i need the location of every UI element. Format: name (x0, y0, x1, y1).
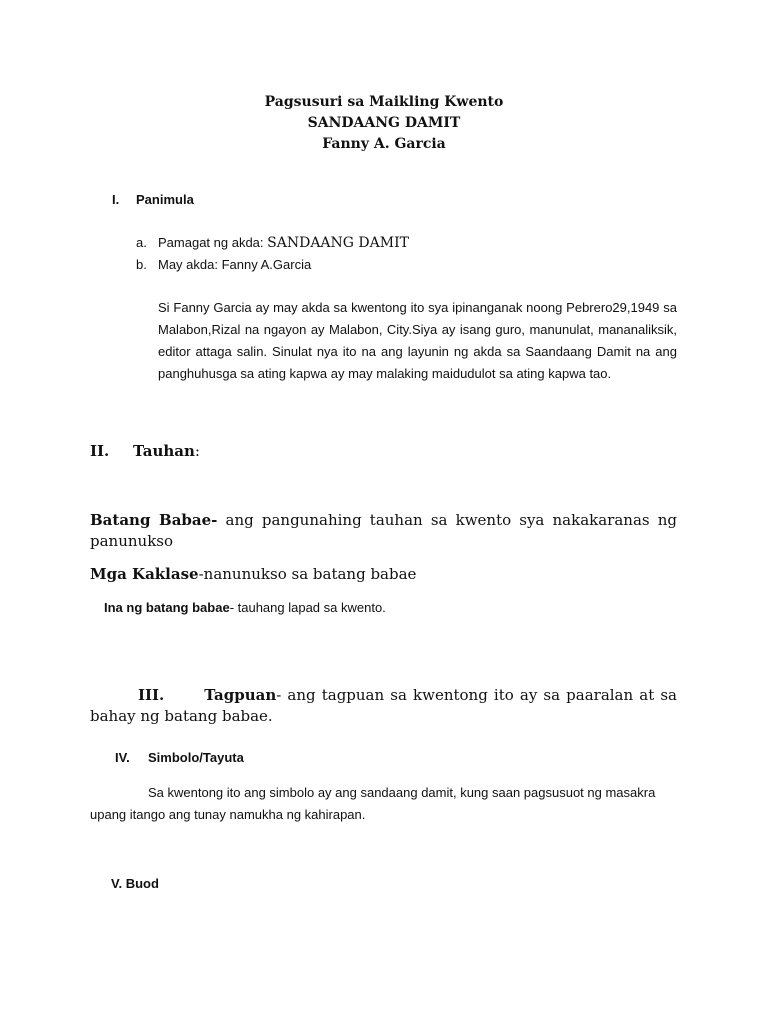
section3-text: - ang tagpuan sa kwentong ito ay sa paaralan at sa bahay ng batang babae. (90, 686, 677, 725)
character-batang-babae (90, 510, 677, 552)
section3-numeral: III. (138, 686, 165, 704)
list-item-title (158, 234, 409, 252)
character-name: Batang Babae- (90, 511, 218, 529)
section2-colon: : (194, 442, 200, 460)
section1-heading: Panimula (136, 192, 194, 207)
section2-numeral: II. (90, 442, 110, 460)
character-ina (104, 600, 386, 615)
list-item-author: May akda: Fanny A.Garcia (158, 257, 312, 272)
section4-heading: Simbolo/Tayuta (148, 750, 244, 765)
character-name: Mga Kaklase (90, 565, 199, 583)
section2-heading-wrap (133, 442, 200, 460)
doc-title-line2: SANDAANG DAMIT (307, 115, 461, 131)
section1-numeral: I. (112, 192, 120, 207)
section4-numeral: IV. (115, 750, 130, 765)
character-kaklase (90, 565, 416, 583)
character-name: Ina ng batang babae (104, 600, 230, 615)
intro-paragraph: Si Fanny Garcia ay may akda sa kwentong ito sya ipinanganak noong Pebrero29,1949 sa Malabon,Rizal na ngayon ay Malabon, City.Siya ay isang guro, manunulat, mananaliksik, editor attaga salin. Sinulat nya ito na ang layunin ng akda sa Saandaang Damit na ang panghuhusga sa ating kapwa ay may malaking maidudulot sa ating kapwa tao. (158, 300, 677, 381)
section5-heading: V. Buod (111, 876, 159, 891)
list-item-title-value: SANDAANG DAMIT (267, 235, 409, 251)
character-desc: -nanunukso sa batang babae (198, 565, 417, 583)
section4-paragraph: Sa kwentong ito ang simbolo ay ang sandaang damit, kung saan pagsusuot ng masakra upang itango ang tunay namukha ng kahirapan. (90, 785, 656, 822)
section2-heading: Tauhan (133, 442, 195, 460)
doc-title-line3: Fanny A. Garcia (322, 136, 446, 152)
section3-heading: Tagpuan (204, 686, 277, 704)
list-item-title-label: Pamagat ng akda: (158, 235, 268, 250)
doc-title-line1: Pagsusuri sa Maikling Kwento (264, 94, 504, 110)
list-marker-b: b. (136, 257, 147, 272)
list-marker-a: a. (136, 235, 147, 250)
character-desc: ang pangunahing tauhan sa kwento sya nakakaranas ng panunukso (90, 511, 677, 550)
character-desc: - tauhang lapad sa kwento. (229, 600, 386, 615)
section3-paragraph (90, 685, 677, 727)
